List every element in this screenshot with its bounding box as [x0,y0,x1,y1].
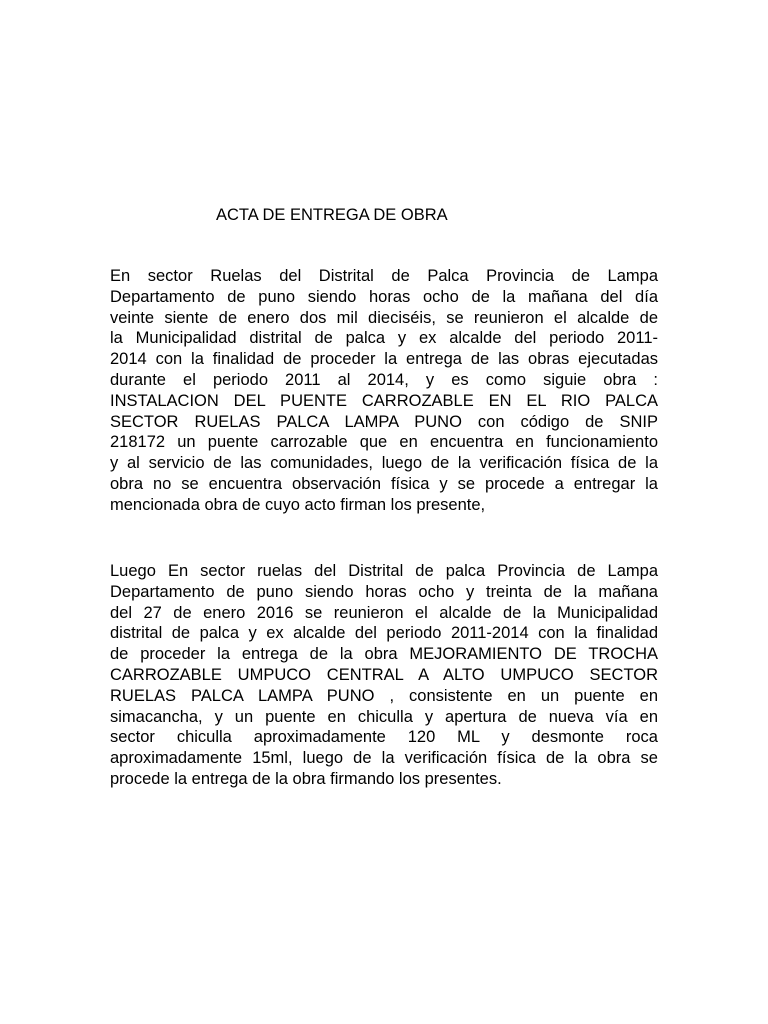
paragraph-line: obra no se encuentra observación física y se procede a entregar la [110,474,658,493]
paragraph-line: Luego En sector ruelas del Distrital de palca Provincia de Lampa [110,562,658,580]
paragraph-line: Departamento de puno siendo horas ocho de la mañana del día [110,287,658,306]
paragraph-first-delivery [110,266,658,516]
paragraph-line: la Municipalidad distrital de palca y ex alcalde del periodo 2011- [110,329,658,348]
paragraph-line: mencionada obra de cuyo acto firman los presente, [110,495,486,514]
paragraph-line: INSTALACION DEL PUENTE CARROZABLE EN EL RIO PALCA [110,391,658,410]
paragraph-line: En sector Ruelas del Distrital de Palca Provincia de Lampa [110,267,658,285]
paragraph-line: sector chiculla aproximadamente 120 ML y desmonte roca [110,728,658,747]
paragraph-line: de proceder la entrega de la obra MEJORAMIENTO DE TROCHA [110,645,658,664]
paragraph-line: y al servicio de las comunidades, luego de la verificación física de la [110,454,658,473]
paragraph-line: aproximadamente 15ml, luego de la verificación física de la obra se [110,749,658,768]
paragraph-line: SECTOR RUELAS PALCA LAMPA PUNO con código de SNIP [110,412,658,431]
paragraph-line: del 27 de enero 2016 se reunieron el alcalde de la Municipalidad [110,603,658,622]
paragraph-line: durante el periodo 2011 al 2014, y es como siguie obra : [110,370,658,389]
paragraph-line: 218172 un puente carrozable que en encuentra en funcionamiento [110,433,658,452]
document-title: ACTA DE ENTREGA DE OBRA [216,206,448,224]
paragraph-line: distrital de palca y ex alcalde del periodo 2011-2014 con la finalidad [110,624,658,643]
paragraph-second-delivery [110,561,658,790]
paragraph-line: RUELAS PALCA LAMPA PUNO , consistente en un puente en [110,686,658,705]
paragraph-line: Departamento de puno siendo horas ocho y treinta de la mañana [110,582,658,601]
paragraph-line: CARROZABLE UMPUCO CENTRAL A ALTO UMPUCO SECTOR [110,665,658,684]
paragraph-line: 2014 con la finalidad de proceder la entrega de las obras ejecutadas [110,350,658,369]
paragraph-line: procede la entrega de la obra firmando los presentes. [110,769,502,788]
paragraph-line: veinte siente de enero dos mil dieciséis, se reunieron el alcalde de [110,308,658,327]
paragraph-line: simacancha, y un puente en chiculla y apertura de nueva vía en [110,707,658,726]
